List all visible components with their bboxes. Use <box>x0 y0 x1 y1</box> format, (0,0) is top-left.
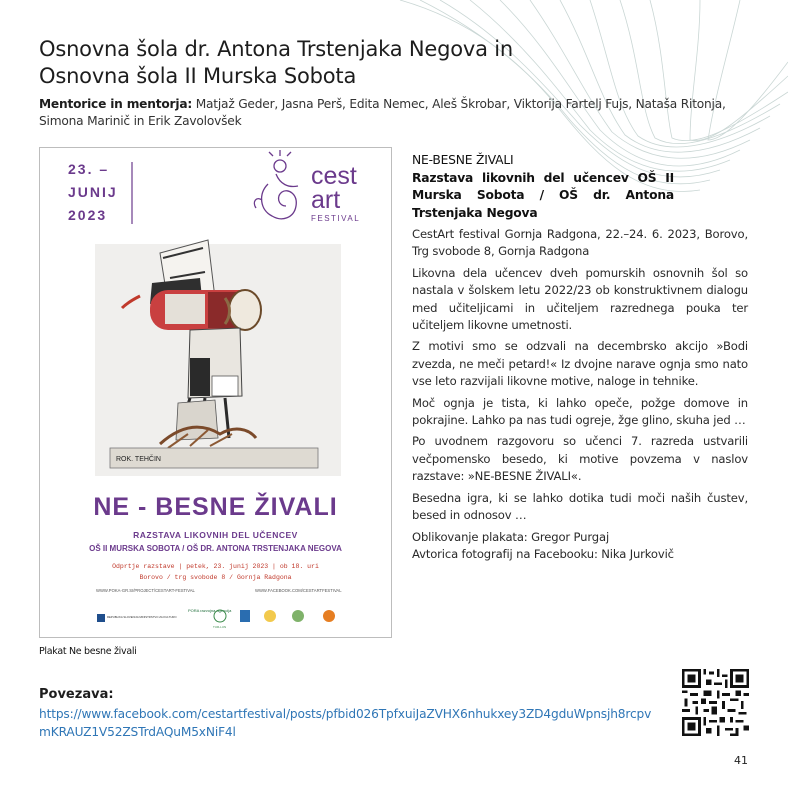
page-title: Osnovna šola dr. Antona Trstenjaka Negova in Osnovna šola II Murska Sobota <box>39 37 514 88</box>
paragraph-intro: Likovna dela učencev dveh pomurskih osnovnih šol so nastala v šolskem letu 2022/23 ob konstruktivnem dialogu med učiteljicami in učiteljem razrednega pouka ter učiteljem likovne umetnosti. <box>412 265 748 333</box>
poster-date-year: 2023 <box>68 207 108 223</box>
paragraph-fire: Moč ognja je tista, ki lahko opeče, požge domove in pokrajine. Lahko pa nas tudi ogreje, žge glino, skuha jed … <box>412 395 748 428</box>
facebook-link[interactable]: https://www.facebook.com/cestartfestival/posts/pfbid026TpfxuiJaZVHX6nhukxey3ZD4gduWpnsjh8rcpvmKRAUZ1V52ZSTrdAQuM5xNiF4l <box>39 707 652 739</box>
sponsor-ministry: REPUBLIKA SLOVENIJA MINISTRSTVO ZA KULTURO <box>107 615 177 619</box>
mentors-names: Matjaž Geder, Jasna Perš, Edita Nemec, Aleš Škrobar, Viktorija Fartelj Fujs, Nataša Ritonja, Simona Marinič in Erik Zavolovšek <box>39 97 726 128</box>
poster-headline: NE - BESNE ŽIVALI <box>93 493 338 521</box>
poster-web-right: WWW.FACEBOOK.COM/CESTARTFESTIVAL <box>255 588 342 593</box>
poster-place: Borovo / trg svobode 8 / Gornja Radgona <box>139 574 292 581</box>
exhibition-title: NE-BESNE ŽIVALI <box>412 153 514 167</box>
poster-caption: Plakat Ne besne živali <box>39 646 137 657</box>
logo-cest: cest <box>311 162 357 190</box>
paragraph-motives: Z motivi smo se odzvali na decembrsko akcijo »Bodi zvezda, ne meči petard!« Iz dvojne narave ognja smo nato vse leto razvijali likovne motive, naloge in tehnike. <box>412 339 748 389</box>
sponsor-pora: PORA razvojna agencija <box>188 608 232 613</box>
poster-web-left: WWW.POKA-GR.SI/PROJECT/CESTART-FESTIVAL <box>96 588 195 593</box>
poster-opening: Odprtje razstave | petek, 23. junij 2023 | ob 18. uri <box>112 563 319 570</box>
poster-graphic <box>40 148 391 637</box>
exhibition-subtitle: Razstava likovnih del učencev OŠ II Murska Sobota / OŠ dr. Antona Trstenjaka Negova <box>412 170 674 220</box>
mentors-label: Mentorice in mentorja: <box>39 97 193 111</box>
logo-festival: FESTIVAL <box>311 214 361 223</box>
credit-poster: Oblikovanje plakata: Gregor Purgaj <box>412 529 610 544</box>
poster-date-month: JUNIJ <box>68 184 118 200</box>
poster-date-day: 23. – <box>68 161 110 177</box>
credit-photos: Avtorica fotografij na Facebooku: Nika Jurkovič <box>412 546 674 561</box>
poster-sub1: RAZSTAVA LIKOVNIH DEL UČENCEV <box>133 530 298 540</box>
description-column <box>412 152 748 563</box>
link-label: Povezava: <box>39 687 114 702</box>
sponsor-turlun: TUR-LUN <box>213 625 227 629</box>
sculpture-tag: ROK. TEHČIN <box>116 456 161 463</box>
paragraph-venue: CestArt festival Gornja Radgona, 22.–24. 6. 2023, Borovo, Trg svobode 8, Gornja Radgona <box>412 227 748 259</box>
poster-sub2: OŠ II MURSKA SOBOTA / OŠ DR. ANTONA TRSTENJAKA NEGOVA <box>89 544 342 553</box>
qr-code-icon <box>682 669 749 736</box>
paragraph-wordplay: Besedna igra, ki se lahko dotika tudi moči naših čustev, besed in odnosov … <box>412 490 748 523</box>
mentors-line <box>39 96 751 130</box>
poster-image <box>39 147 392 638</box>
logo-art: art <box>311 186 341 214</box>
paragraph-title-origin: Po uvodnem razgovoru so učenci 7. razreda ustvarili večpomensko besedo, ki motive povzema v naslov razstave: »NE-BESNE ŽIVALI«. <box>412 434 748 484</box>
page-number: 41 <box>734 754 748 767</box>
